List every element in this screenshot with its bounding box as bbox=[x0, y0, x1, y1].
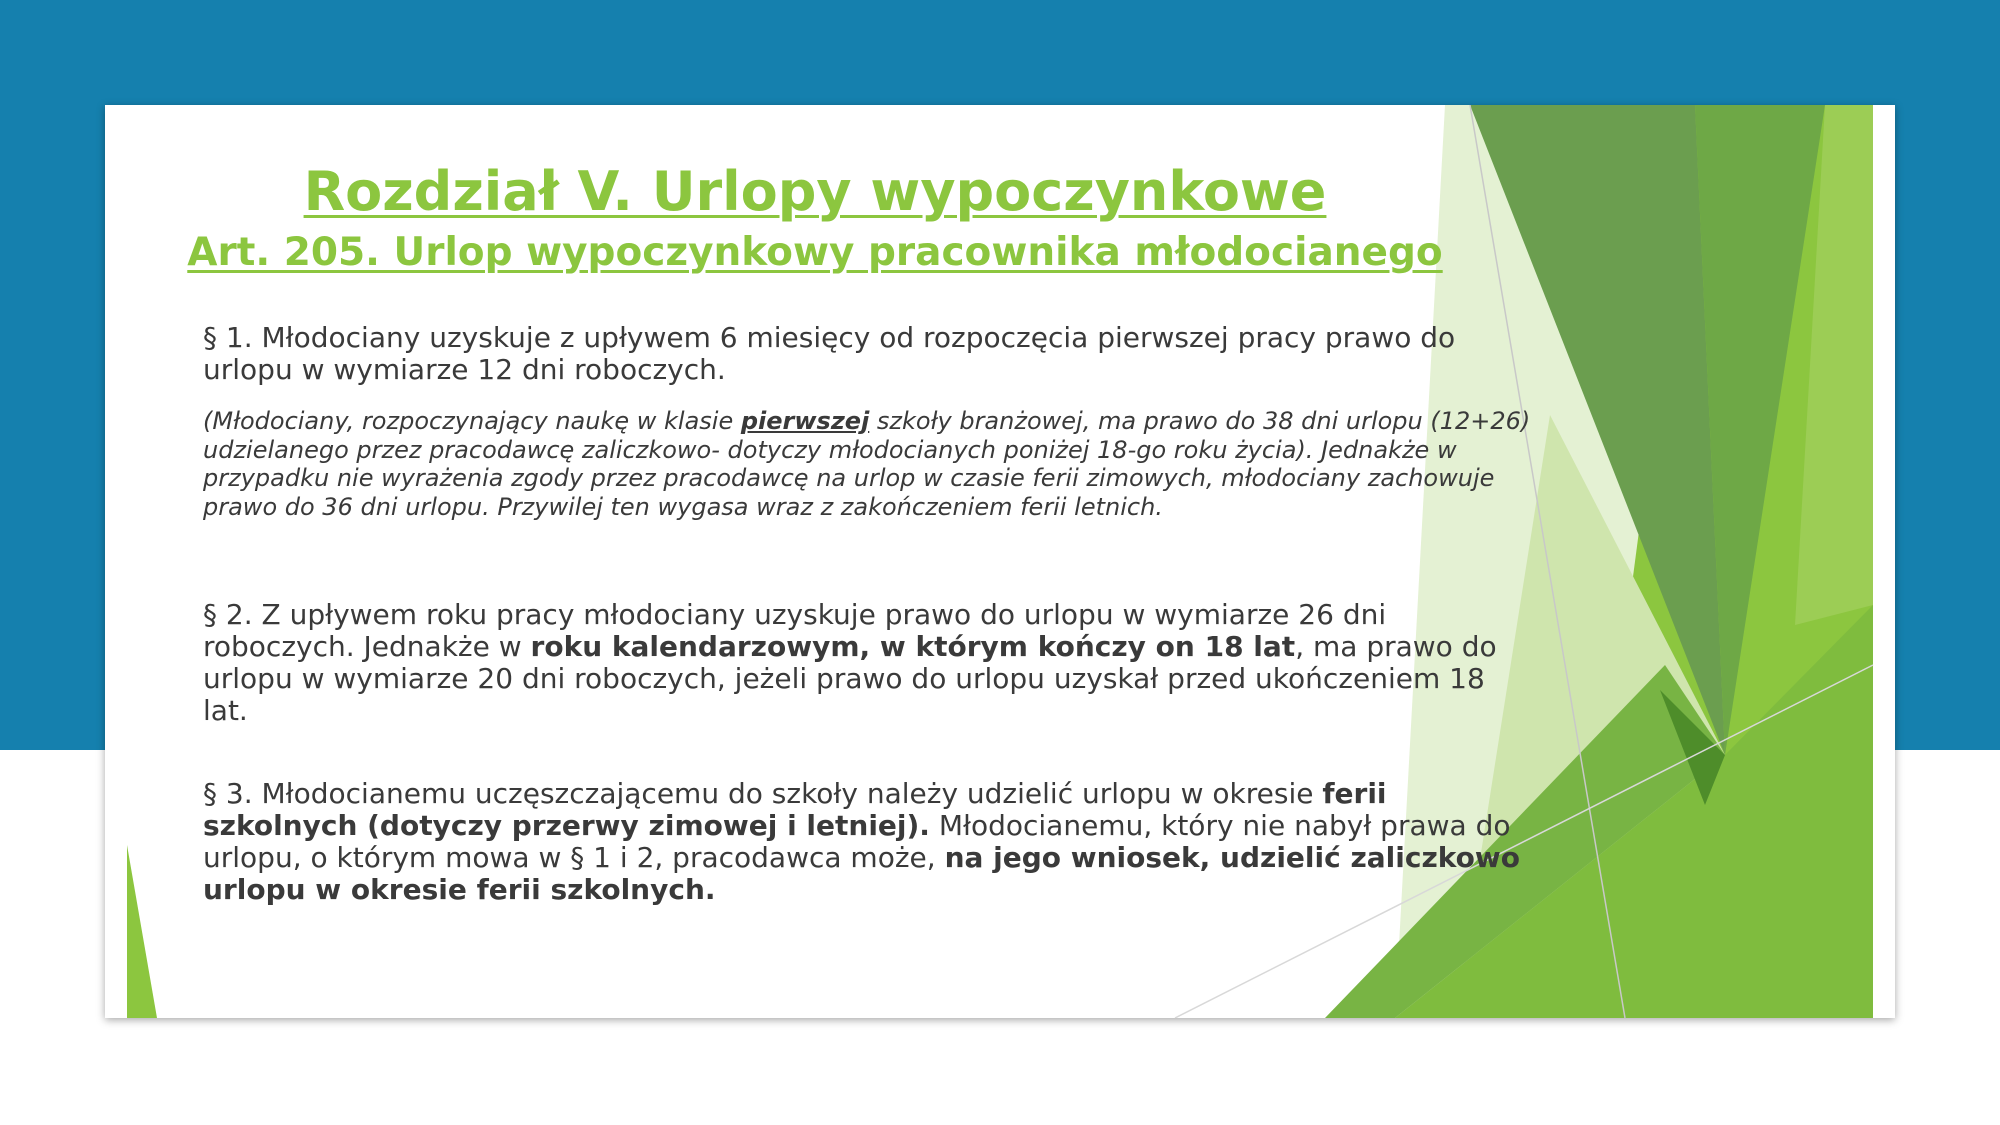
left-green-sliver bbox=[127, 845, 157, 1018]
paragraph-3-bold-1: ferii szkolnych (dotyczy przerwy zimowej i letniej). bbox=[203, 777, 1387, 842]
paragraph-2 bbox=[203, 599, 1533, 727]
note-text-2: szkoły branżowej, ma prawo do 38 dni urlopu (12+26) udzielanego przez pracodawcę zaliczkowo- dotyczy młodocianych poniżej 18-go roku życia). Jednakże w przypadku nie wyrażenia zgody przez pracodawcę na urlop w czasie ferii zimowych, młodociany zachowuje prawo do 36 dni urlopu. Przywilej ten wygasa wraz z zakończeniem ferii letnich. bbox=[203, 407, 1531, 521]
paragraph-3-text-2: Młodocianemu, który nie nabył prawa do urlopu, o którym mowa w § 1 i 2, pracodawca może, bbox=[203, 809, 1511, 874]
paragraph-1: § 1. Młodociany uzyskuje z upływem 6 miesięcy od rozpoczęcia pierwszej pracy prawo do urlopu w wymiarze 12 dni roboczych. bbox=[203, 321, 1456, 386]
paragraph-3 bbox=[203, 778, 1533, 906]
page-title: Rozdział V. Urlopy wypoczynkowe bbox=[303, 160, 1327, 223]
article-subtitle: Art. 205. Urlop wypoczynkowy pracownika młodocianego bbox=[187, 230, 1443, 275]
paragraph-2-text-1: § 2. Z upływem roku pracy młodociany uzyskuje prawo do urlopu w wymiarze 26 dni roboczych. Jednakże w bbox=[203, 598, 1387, 663]
paragraph-3-bold-2: na jego wniosek, udzielić zaliczkowo urlopu w okresie ferii szkolnych. bbox=[203, 841, 1520, 906]
note-paragraph bbox=[203, 407, 1533, 521]
note-emphasis: pierwszej bbox=[740, 407, 870, 435]
paragraph-2-text-2: , ma prawo do urlopu w wymiarze 20 dni roboczych, jeżeli prawo do urlopu uzyskał przed ukończeniem 18 lat. bbox=[203, 630, 1497, 727]
paragraph-2-bold: roku kalendarzowym, w którym kończy on 18 lat bbox=[530, 630, 1296, 663]
right-edge-stripe bbox=[1873, 105, 1895, 1018]
presentation-slide bbox=[105, 105, 1895, 1018]
paragraph-3-text-1: § 3. Młodocianemu uczęszczającemu do szkoły należy udzielić urlopu w okresie bbox=[203, 777, 1323, 810]
note-text-1: (Młodociany, rozpoczynający naukę w klasie bbox=[203, 407, 741, 435]
